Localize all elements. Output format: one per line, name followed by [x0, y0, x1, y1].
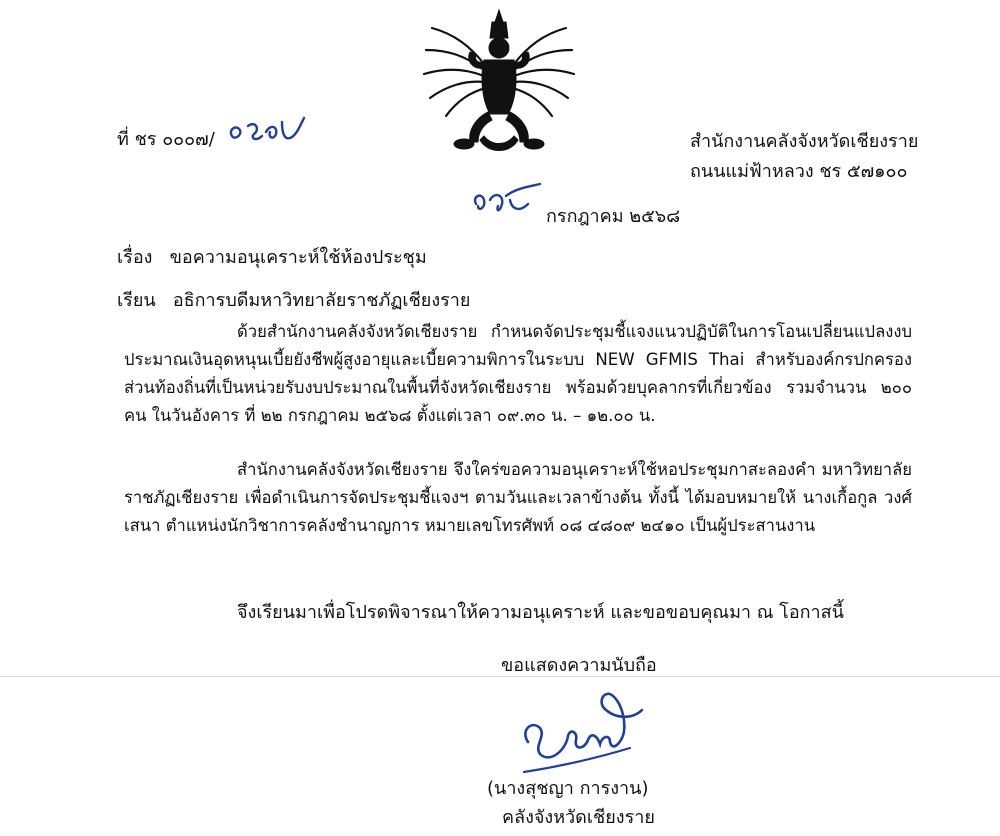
signer-name: (นางสุชญา การงาน) — [487, 778, 649, 799]
garuda-emblem-icon — [418, 8, 580, 158]
subject-label: เรื่อง — [117, 247, 153, 268]
recipient-line — [117, 285, 470, 314]
recipient-label: เรียน — [117, 290, 156, 311]
handwritten-number-stroke-icon — [226, 112, 310, 146]
signer-title: คลังจังหวัดเชียงราย — [502, 807, 655, 828]
document-number-prefix: ที่ ชร ๐๐๐๗/ — [117, 129, 215, 150]
salutation: ขอแสดงความนับถือ — [501, 655, 657, 676]
handwritten-date-day — [470, 182, 542, 226]
closing-line: จึงเรียนมาเพื่อโปรดพิจารณาให้ความอนุเคราะห์ และขอขอบคุณมา ณ โอกาสนี้ — [237, 602, 844, 623]
subject-line — [117, 242, 427, 271]
date-month-year: กรกฎาคม ๒๕๖๘ — [546, 206, 681, 227]
subject-text: ขอความอนุเคราะห์ใช้ห้องประชุม — [169, 247, 427, 268]
recipient-text: อธิการบดีมหาวิทยาลัยราชภัฏเชียงราย — [172, 290, 471, 311]
handwritten-document-number — [226, 112, 310, 150]
page-fold-divider — [0, 676, 1000, 677]
office-name: สำนักงานคลังจังหวัดเชียงราย — [690, 131, 919, 152]
body-paragraph-2: สำนักงานคลังจังหวัดเชียงราย จึงใคร่ขอความอนุเคราะห์ใช้หอประชุมกาสะลองคำ มหาวิทยาลัยราชภัฏเชียงราย เพื่อดำเนินการจัดประชุมชี้แจงฯ ตามวันและเวลาข้างต้น ทั้งนี้ ได้มอบหมายให้ นางเกื้อกูล วงศ์เสนา ตำแหน่งนักวิชาการคลังชำนาญการ หมายเลขโทรศัพท์ ๐๘ ๔๘๐๙ ๒๔๑๐ เป็นผู้ประสานงาน — [124, 460, 912, 535]
handwritten-day-stroke-icon — [470, 182, 542, 222]
office-address: ถนนแม่ฟ้าหลวง ชร ๕๗๑๐๐ — [690, 161, 908, 182]
body-paragraph-1: ด้วยสำนักงานคลังจังหวัดเชียงราย กำหนดจัดประชุมชี้แจงแนวปฏิบัติในการโอนเปลี่ยนแปลงงบประมาณเงินอุดหนุนเบี้ยยังชีพผู้สูงอายุและเบี้ยความพิการในระบบ NEW GFMIS Thai สำหรับองค์กรปกครองส่วนท้องถิ่นที่เป็นหน่วยรับงบประมาณในพื้นที่จังหวัดเชียงราย พร้อมด้วยบุคลากรที่เกี่ยวข้อง รวมจำนวน ๒๐๐ คน ในวันอังคาร ที่ ๒๒ กรกฎาคม ๒๕๖๘ ตั้งแต่เวลา ๐๙.๓๐ น. – ๑๒.๐๐ น. — [124, 322, 912, 425]
document-number — [117, 124, 215, 153]
handwritten-signature-icon — [510, 680, 650, 780]
